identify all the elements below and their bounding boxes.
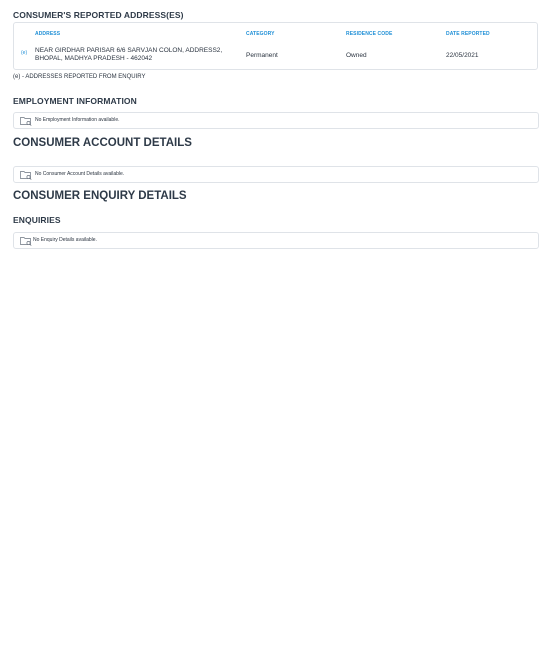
account-details-empty-text: No Consumer Account Details available. [35,171,125,177]
column-header-residence-code: RESIDENCE CODE [346,31,393,37]
folder-search-icon [20,236,32,246]
residence-code-value: Owned [346,52,367,59]
category-value: Permanent [246,52,278,59]
folder-search-icon [20,116,32,126]
enquiry-marker: (e) [21,50,28,56]
enquiries-section-title: ENQUIRIES [13,215,61,225]
addresses-footnote: (e) - ADDRESSES REPORTED FROM ENQUIRY [13,74,146,80]
folder-search-icon [20,170,32,180]
enquiries-empty-state [13,232,539,249]
enquiry-details-section-title: CONSUMER ENQUIRY DETAILS [13,190,187,202]
address-line-2: BHOPAL, MADHYA PRADESH - 462042 [35,55,153,62]
account-details-section-title: CONSUMER ACCOUNT DETAILS [13,137,192,149]
addresses-table [13,22,538,70]
account-details-empty-state [13,166,539,183]
employment-section-title: EMPLOYMENT INFORMATION [13,96,137,106]
employment-empty-text: No Employment Information available. [35,117,120,123]
date-reported-value: 22/05/2021 [446,52,479,59]
column-header-category: CATEGORY [246,31,275,37]
employment-empty-state [13,112,539,129]
column-header-date-reported: DATE REPORTED [446,31,490,37]
column-header-address: ADDRESS [35,31,61,37]
addresses-section-title: CONSUMER'S REPORTED ADDRESS(ES) [13,10,184,20]
enquiries-empty-text: No Enquiry Details available. [33,237,97,243]
address-line-1: NEAR GIRDHAR PARISAR 6/6 SARVJAN COLON, ADDRESS2, [35,47,223,54]
